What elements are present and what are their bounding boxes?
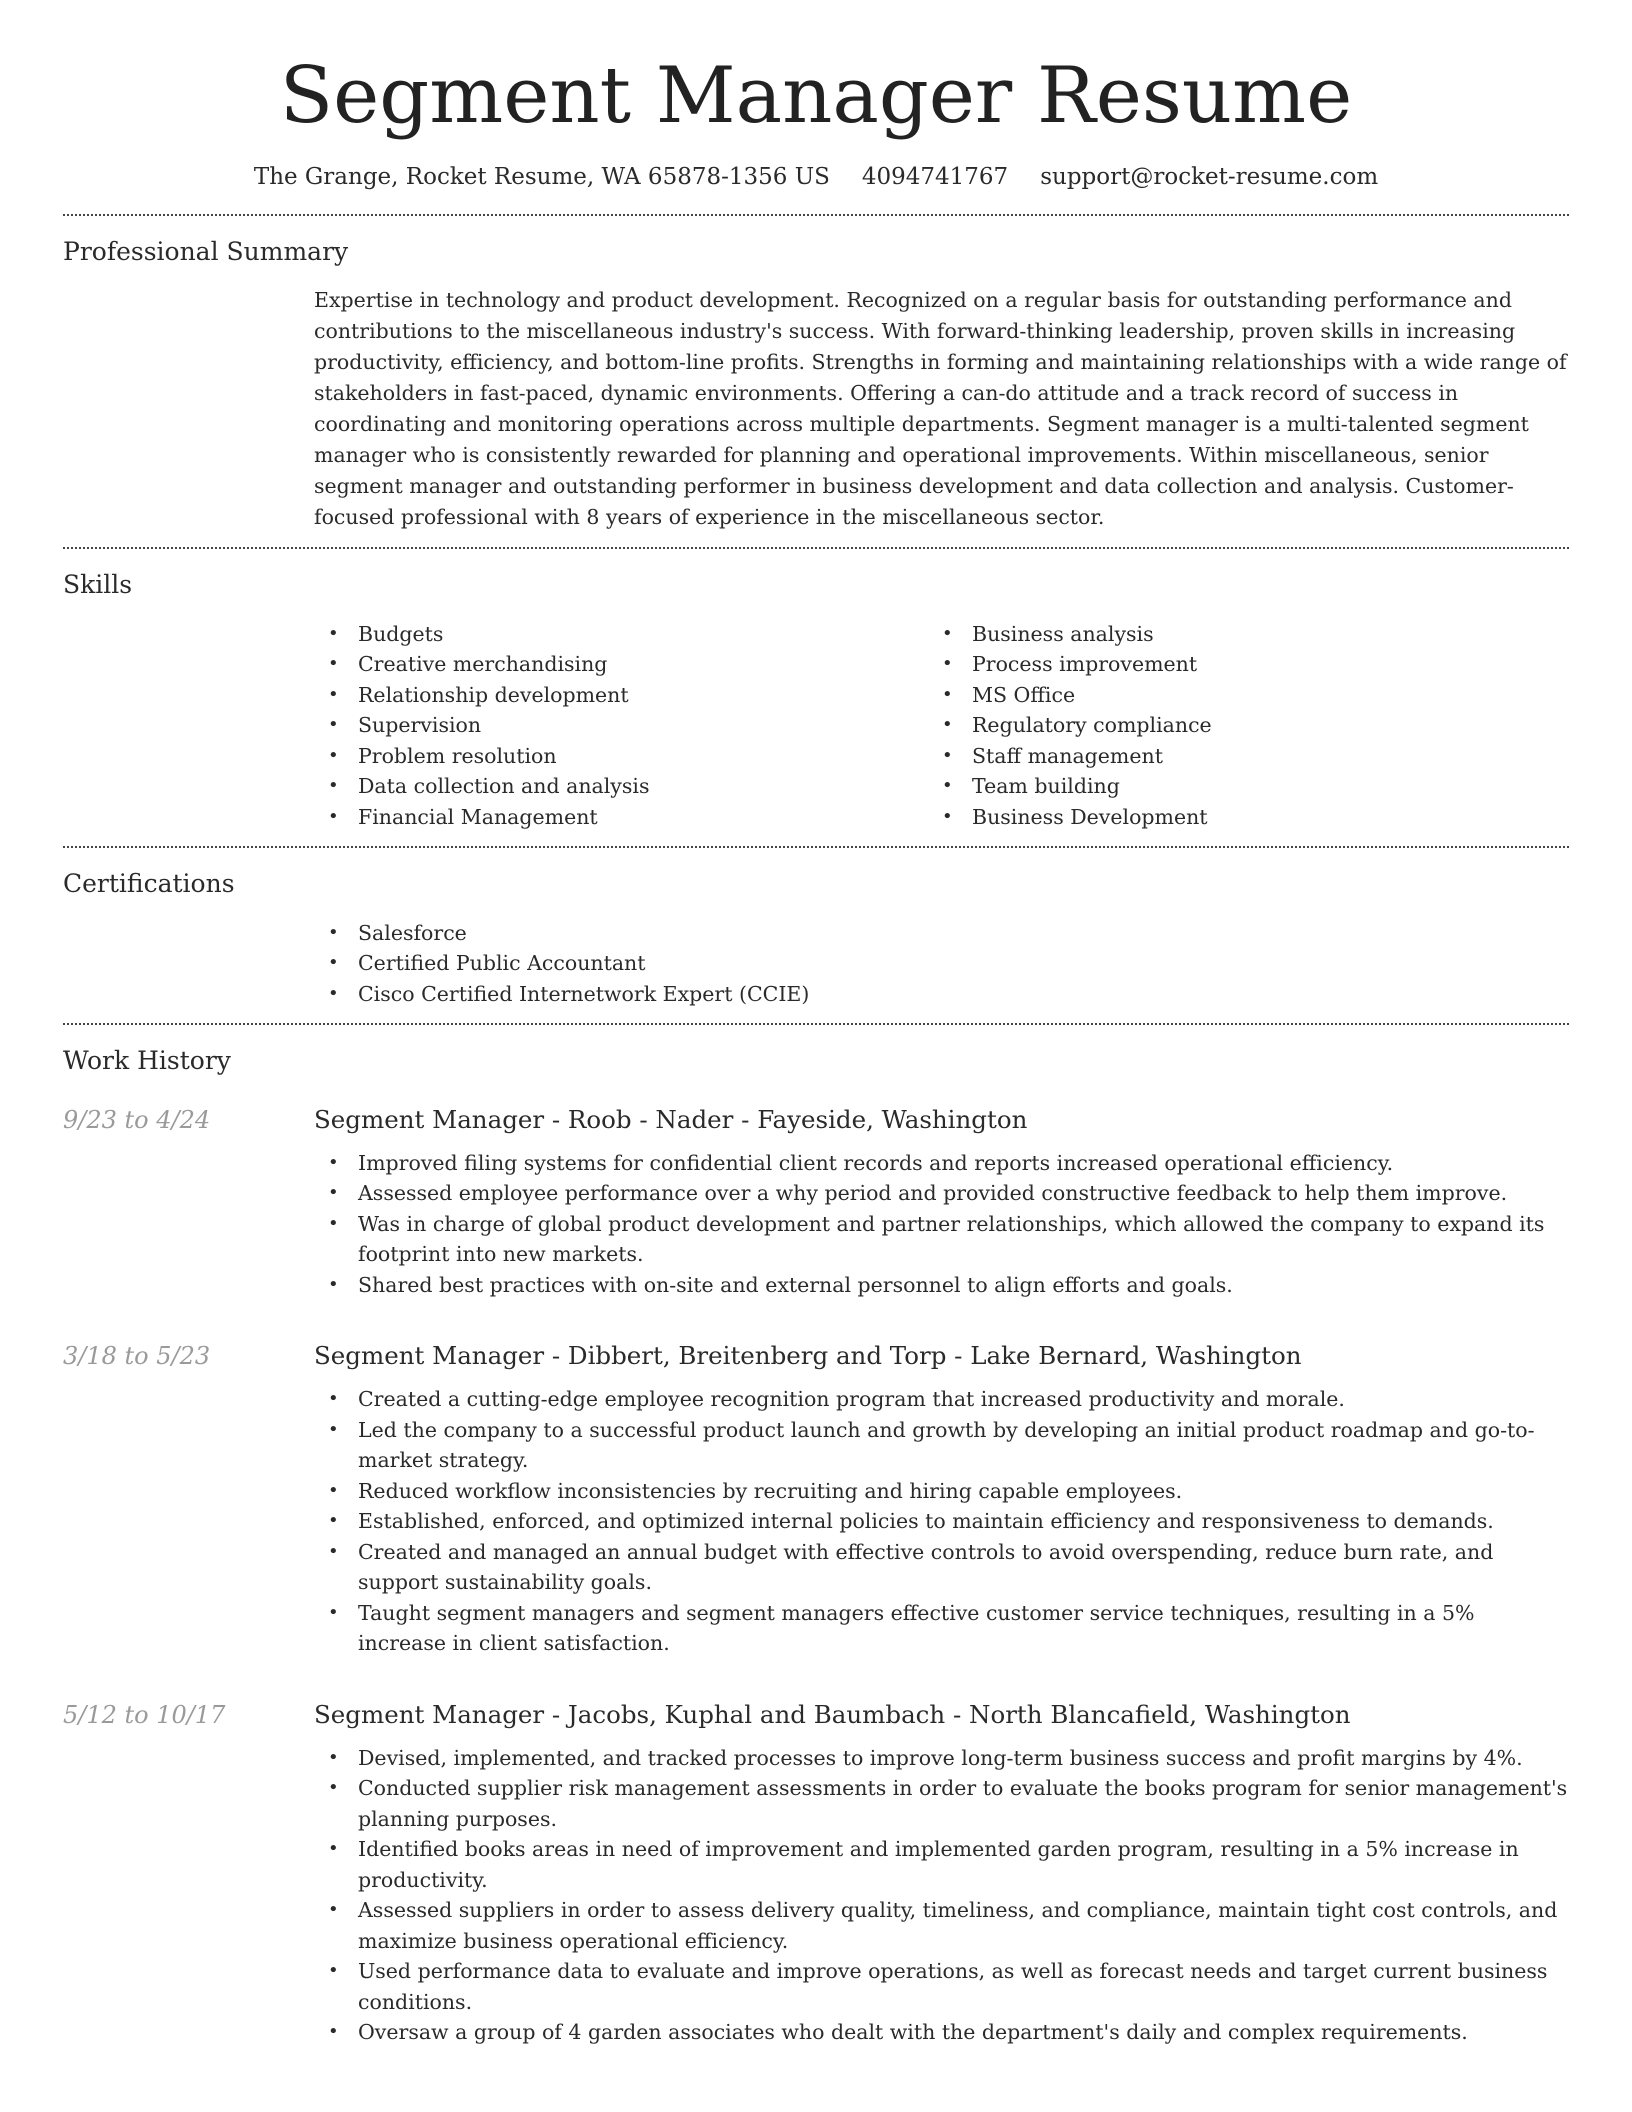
job-bullet: • Led the company to a successful product launch and growth by developing an initial product roadmap and go-to-market strategy. [314, 1415, 1569, 1476]
job-bullet: • Reduced workflow inconsistencies by recruiting and hiring capable employees. [314, 1476, 1569, 1507]
job-title: Segment Manager - Jacobs, Kuphal and Baumbach - North Blancafield, Washington [314, 1699, 1351, 1729]
job-bullet: • Established, enforced, and optimized internal policies to maintain efficiency and responsiveness to demands. [314, 1506, 1569, 1537]
job-dates: 9/23 to 4/24 [63, 1105, 211, 1134]
summary-heading: Professional Summary [63, 236, 349, 266]
job-bullet: • Created and managed an annual budget with effective controls to avoid overspending, reduce burn rate, and support sustainability goals. [314, 1537, 1569, 1598]
skill-item: • Business analysis [928, 619, 1542, 650]
job-bullet: • Assessed employee performance over a why period and provided constructive feedback to help them improve. [314, 1178, 1569, 1209]
job-bullet: • Created a cutting-edge employee recognition program that increased productivity and morale. [314, 1384, 1569, 1415]
skill-item: • Staff management [928, 741, 1542, 772]
skill-item: • Team building [928, 771, 1542, 802]
skills-heading: Skills [63, 570, 133, 600]
job-title: Segment Manager - Roob - Nader - Fayeside, Washington [314, 1104, 1028, 1134]
skill-item: • Supervision [314, 710, 928, 741]
job-dates: 5/12 to 10/17 [63, 1700, 226, 1729]
certifications-heading: Certifications [63, 869, 235, 899]
job-bullet: • Oversaw a group of 4 garden associates who dealt with the department's daily and complex requirements. [314, 2017, 1569, 2048]
skill-item: • Data collection and analysis [314, 771, 928, 802]
skill-item: • MS Office [928, 680, 1542, 711]
job-dates: 3/18 to 5/23 [63, 1342, 211, 1371]
skill-item: • Budgets [314, 619, 928, 650]
summary-section [63, 216, 1569, 548]
job-bullet: • Was in charge of global product development and partner relationships, which allowed the company to expand its footprint into new markets. [314, 1209, 1569, 1270]
contact-email: support@rocket-resume.com [1040, 163, 1379, 190]
job-entry [63, 1104, 1569, 1301]
skill-item: • Creative merchandising [314, 649, 928, 680]
resume-header [63, 0, 1569, 190]
page-title: Segment Manager Resume [279, 51, 1353, 141]
job-bullet: • Identified books areas in need of improvement and implemented garden program, resulting in a 5% increase in productivity. [314, 1834, 1569, 1895]
job-bullet: • Devised, implemented, and tracked processes to improve long-term business success and profit margins by 4%. [314, 1743, 1569, 1774]
work-history-heading: Work History [63, 1046, 231, 1076]
job-bullet: • Conducted supplier risk management assessments in order to evaluate the books program for senior management's planning purposes. [314, 1773, 1569, 1834]
work-history-section [63, 1025, 1569, 2048]
contact-info [63, 164, 1569, 190]
contact-address: The Grange, Rocket Resume, WA 65878-1356 US [253, 163, 830, 190]
skill-item: • Business Development [928, 802, 1542, 833]
job-entry [63, 1699, 1569, 2048]
skill-item: • Financial Management [314, 802, 928, 833]
job-bullet: • Used performance data to evaluate and improve operations, as well as forecast needs and target current business conditions. [314, 1956, 1569, 2017]
certification-item: • Cisco Certified Internetwork Expert (CCIE) [314, 979, 1569, 1010]
skill-item: • Regulatory compliance [928, 710, 1542, 741]
certification-item: • Salesforce [314, 918, 1569, 949]
summary-text: Expertise in technology and product development. Recognized on a regular basis for outstanding performance and contributions to the miscellaneous industry's success. With forward-thinking leadership, proven skills in increasing productivity, efficiency, and bottom-line profits. Strengths in forming and maintaining relationships with a wide range of stakeholders in fast-paced, dynamic environments. Offering a can-do attitude and a track record of success in coordinating and monitoring operations across multiple departments. Segment manager is a multi-talented segment manager who is consistently rewarded for planning and operational improvements. Within miscellaneous, senior segment manager and outstanding performer in business development and data collection and analysis. Customer-focused professional with 8 years of experience in the miscellaneous sector. [314, 288, 1567, 530]
certification-item: • Certified Public Accountant [314, 948, 1569, 979]
certifications-list [314, 918, 1569, 1024]
job-bullets [314, 1148, 1569, 1301]
skills-grid [314, 619, 1569, 847]
skills-list-left [314, 619, 928, 833]
certifications-section [63, 848, 1569, 1023]
job-bullets [314, 1743, 1569, 2048]
skills-section [63, 549, 1569, 846]
job-bullet: • Taught segment managers and segment managers effective customer service techniques, resulting in a 5% increase in client satisfaction. [314, 1598, 1569, 1659]
job-bullet: • Assessed suppliers in order to assess delivery quality, timeliness, and compliance, maintain tight cost controls, and maximize business operational efficiency. [314, 1895, 1569, 1956]
skill-item: • Relationship development [314, 680, 928, 711]
job-bullet: • Improved filing systems for confidential client records and reports increased operational efficiency. [314, 1148, 1569, 1179]
skill-item: • Problem resolution [314, 741, 928, 772]
job-bullet: • Shared best practices with on-site and external personnel to align efforts and goals. [314, 1270, 1569, 1301]
job-entry [63, 1340, 1569, 1659]
job-title: Segment Manager - Dibbert, Breitenberg and Torp - Lake Bernard, Washington [314, 1341, 1302, 1371]
job-bullets [314, 1384, 1569, 1659]
contact-phone: 4094741767 [861, 163, 1009, 190]
skill-item: • Process improvement [928, 649, 1542, 680]
skills-list-right [928, 619, 1542, 833]
